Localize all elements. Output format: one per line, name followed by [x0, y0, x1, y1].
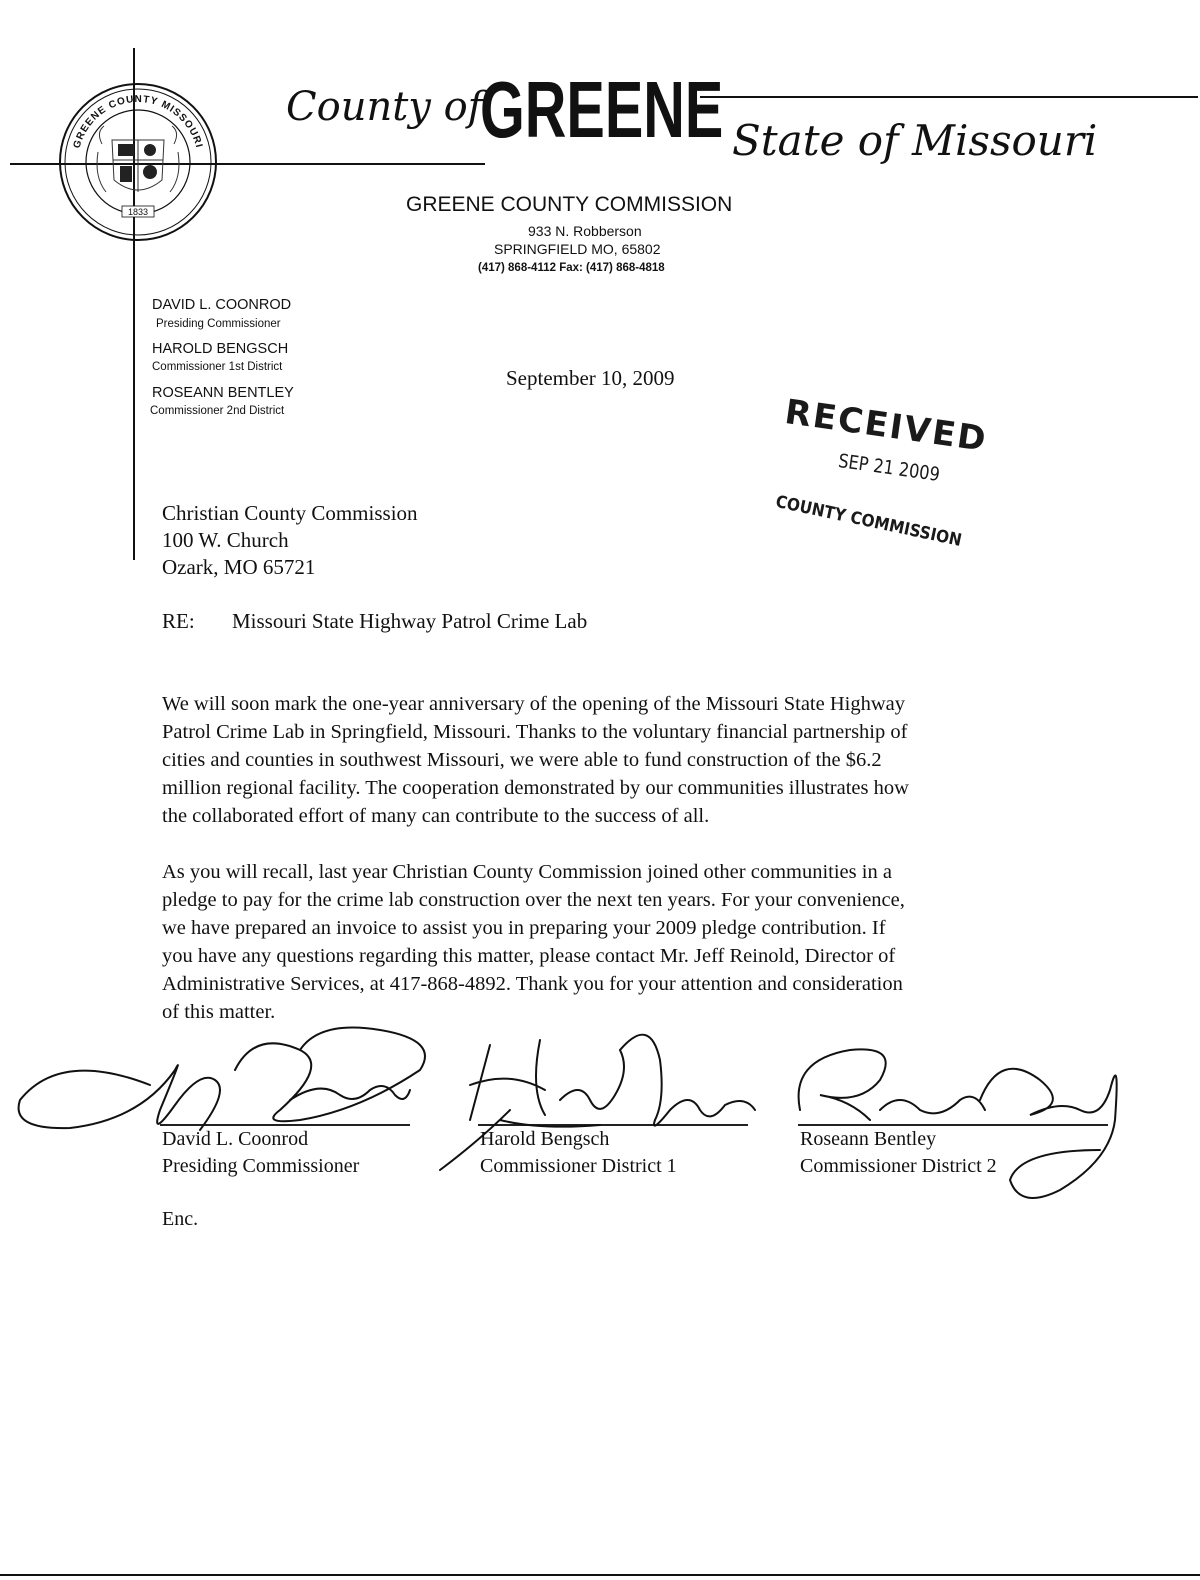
body-p2-line: of this matter. [162, 1001, 276, 1023]
stamp-date: SEP 21 2009 [836, 450, 942, 486]
body-p1-line: Patrol Crime Lab in Springfield, Missouri. Thanks to the voluntary financial partnership of [162, 721, 908, 743]
body-p1-line: cities and counties in southwest Missouri, we were able to fund construction of the $6.2 [162, 749, 882, 771]
stamp-department: COUNTY COMMISSION [773, 492, 964, 551]
county-of-text: County of [286, 84, 483, 130]
commissioner-3-title: Commissioner 2nd District [150, 405, 285, 417]
address-city: SPRINGFIELD MO, 65802 [494, 241, 661, 257]
signatory-3-name: Roseann Bentley [800, 1128, 937, 1150]
commissioner-1-title: Presiding Commissioner [156, 318, 281, 330]
address-street: 933 N. Robberson [528, 223, 642, 239]
commission-heading: GREENE COUNTY COMMISSION [406, 193, 733, 216]
handwritten-signatures-icon [0, 1010, 1200, 1220]
body-paragraph-2 [162, 858, 1062, 1026]
re-subject: Missouri State Highway Patrol Crime Lab [232, 609, 588, 633]
body-p2-line: Administrative Services, at 417-868-4892. Thank you for your attention and consideration [162, 973, 903, 995]
state-of-missouri-text: State of Missouri [732, 116, 1098, 165]
phone-fax: (417) 868-4112 Fax: (417) 868-4818 [478, 262, 665, 274]
seal-year: 1833 [127, 207, 149, 217]
commissioner-1-name: DAVID L. COONROD [152, 297, 292, 313]
body-p2-line: we have prepared an invoice to assist you in preparing your 2009 pledge contribution. If [162, 917, 886, 939]
letter-date: September 10, 2009 [506, 366, 675, 390]
received-stamp [773, 392, 1048, 562]
signatory-3-title: Commissioner District 2 [800, 1155, 997, 1177]
body-p1-line: million regional facility. The cooperation demonstrated by our communities illustrates how [162, 777, 909, 799]
stamp-received: RECEIVED [782, 392, 991, 461]
signatory-2-title: Commissioner District 1 [480, 1155, 677, 1177]
recipient-line-2: 100 W. Church [162, 528, 289, 552]
scan-bottom-edge [0, 1574, 1200, 1576]
enclosure-note: Enc. [162, 1208, 199, 1230]
letterhead-top-right-rule [700, 96, 1198, 98]
body-p2-line: pledge to pay for the crime lab construction over the next ten years. For your convenience, [162, 889, 905, 911]
body-p1-line: the collaborated effort of many can contribute to the success of all. [162, 805, 710, 827]
body-p1-line: We will soon mark the one-year anniversary of the opening of the Missouri State Highway [162, 693, 905, 715]
recipient-line-1: Christian County Commission [162, 501, 418, 525]
signatory-1-name: David L. Coonrod [162, 1128, 309, 1150]
body-paragraph-1 [162, 690, 1062, 830]
county-seal-icon [58, 82, 218, 242]
commissioner-2-title: Commissioner 1st District [152, 361, 283, 373]
recipient-line-3: Ozark, MO 65721 [162, 555, 316, 579]
commissioner-3-name: ROSEANN BENTLEY [152, 385, 294, 401]
signatory-1-title: Presiding Commissioner [162, 1155, 360, 1177]
county-name-title: GREENE [480, 65, 724, 154]
body-p2-line: you have any questions regarding this matter, please contact Mr. Jeff Reinold, Director of [162, 945, 896, 967]
commissioner-2-name: HAROLD BENGSCH [152, 341, 289, 357]
signatory-2-name: Harold Bengsch [480, 1128, 610, 1150]
re-label: RE: [162, 609, 195, 633]
body-p2-line: As you will recall, last year Christian County Commission joined other communities in a [162, 861, 892, 883]
seal-text: GREENE COUNTY MISSOURI [71, 93, 205, 150]
